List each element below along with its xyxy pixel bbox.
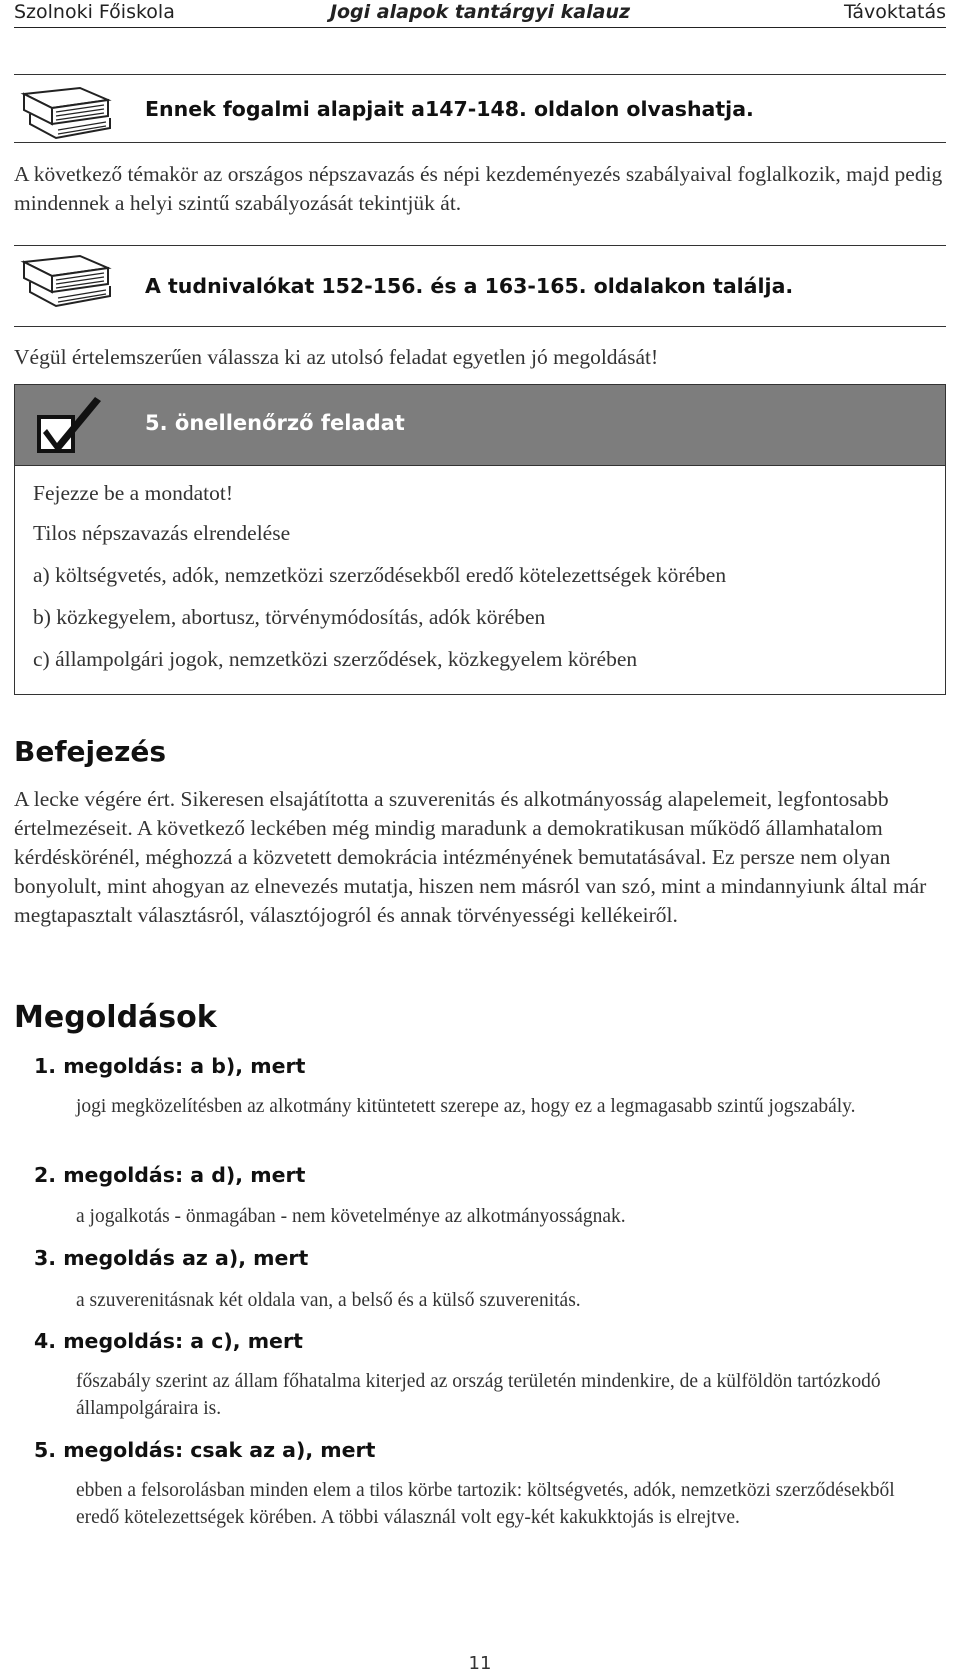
checkbox-check-icon (35, 393, 109, 457)
page-number: 11 (468, 1653, 492, 1674)
solution-text: jogi megközelítésben az alkotmány kitüntetett szerepe az, hogy ez a legmagasabb szintű jogszabály. (76, 1096, 856, 1117)
solution-title: 4. megoldás: a c), mert (34, 1329, 303, 1353)
divider (14, 326, 946, 327)
reading-note: A tudnivalókat 152-156. és a 163-165. oldalakon találja. (145, 274, 794, 298)
task-option-b[interactable]: b) közkegyelem, abortusz, törvénymódosítás, adók körében (33, 605, 546, 629)
header-left: Szolnoki Főiskola (14, 1, 175, 23)
page-header (14, 0, 946, 28)
solution-title: 5. megoldás: csak az a), mert (34, 1438, 376, 1462)
divider (14, 142, 946, 143)
header-center: Jogi alapok tantárgyi kalauz (329, 1, 631, 23)
solution-text: ebben a felsorolásban minden elem a tilos körbe tartozik: költségvetés, adók, nemzetközi szerződésekből eredő kötelezettségek körében. A többi válasznál volt egy-két kakukktojás is elrejtve. (76, 1480, 895, 1528)
solution-text: a szuverenitásnak két oldala van, a belső és a külső szuverenitás. (76, 1290, 581, 1311)
task-prompt: Fejezze be a mondatot! (33, 481, 233, 505)
task-header (15, 385, 945, 466)
task-option-c[interactable]: c) állampolgári jogok, nemzetközi szerződések, közkegyelem körében (33, 647, 638, 671)
solution-title: 3. megoldás az a), mert (34, 1246, 309, 1270)
self-check-task (14, 384, 946, 695)
reading-note: Ennek fogalmi alapjait a147-148. oldalon olvashatja. (145, 97, 754, 121)
conclusion-paragraph: A lecke végére ért. Sikeresen elsajátította a szuverenitás és alkotmányosság alapelemeit, legfontosabb értelmezéseit. A következő leckében még mindig maradunk a demokratikusan működő államhatalom kérdéskörénél, méghozzá a közvetett demokrácia intézményének bemutatásával. Ez persze nem olyan bonyolult, mint ahogyan az elnevezés mutatja, hiszen nem másról van szó, mint a mindannyiunk által már megtapasztalt választásról, választójogról és annak törvényességi kellékeiről. (14, 787, 927, 927)
solution-text: főszabály szerint az állam főhatalma kiterjed az ország területén mindenkire, de a külföldön tartózkodó állampolgáraira is. (76, 1371, 881, 1419)
book-stack-icon (20, 254, 112, 308)
book-stack-icon (20, 86, 112, 140)
divider (14, 245, 946, 246)
divider (14, 74, 946, 75)
conclusion-heading: Befejezés (14, 735, 167, 768)
instruction-paragraph: Végül értelemszerűen válassza ki az utolsó feladat egyetlen jó megoldását! (14, 345, 659, 369)
intro-paragraph: A következő témakör az országos népszavazás és népi kezdeményezés szabályaival foglalkozik, majd pedig mindennek a helyi szintű szabályozását tekintjük át. (14, 162, 943, 215)
solution-title: 2. megoldás: a d), mert (34, 1163, 306, 1187)
header-right: Távoktatás (843, 1, 946, 23)
solution-title: 1. megoldás: a b), mert (34, 1054, 306, 1078)
task-option-a[interactable]: a) költségvetés, adók, nemzetközi szerződésekből eredő kötelezettségek körében (33, 563, 727, 587)
task-title: 5. önellenőrző feladat (145, 411, 405, 435)
task-stem: Tilos népszavazás elrendelése (33, 521, 291, 545)
solution-text: a jogalkotás - önmagában - nem követelménye az alkotmányosságnak. (76, 1206, 626, 1227)
solutions-heading: Megoldások (14, 1000, 217, 1035)
